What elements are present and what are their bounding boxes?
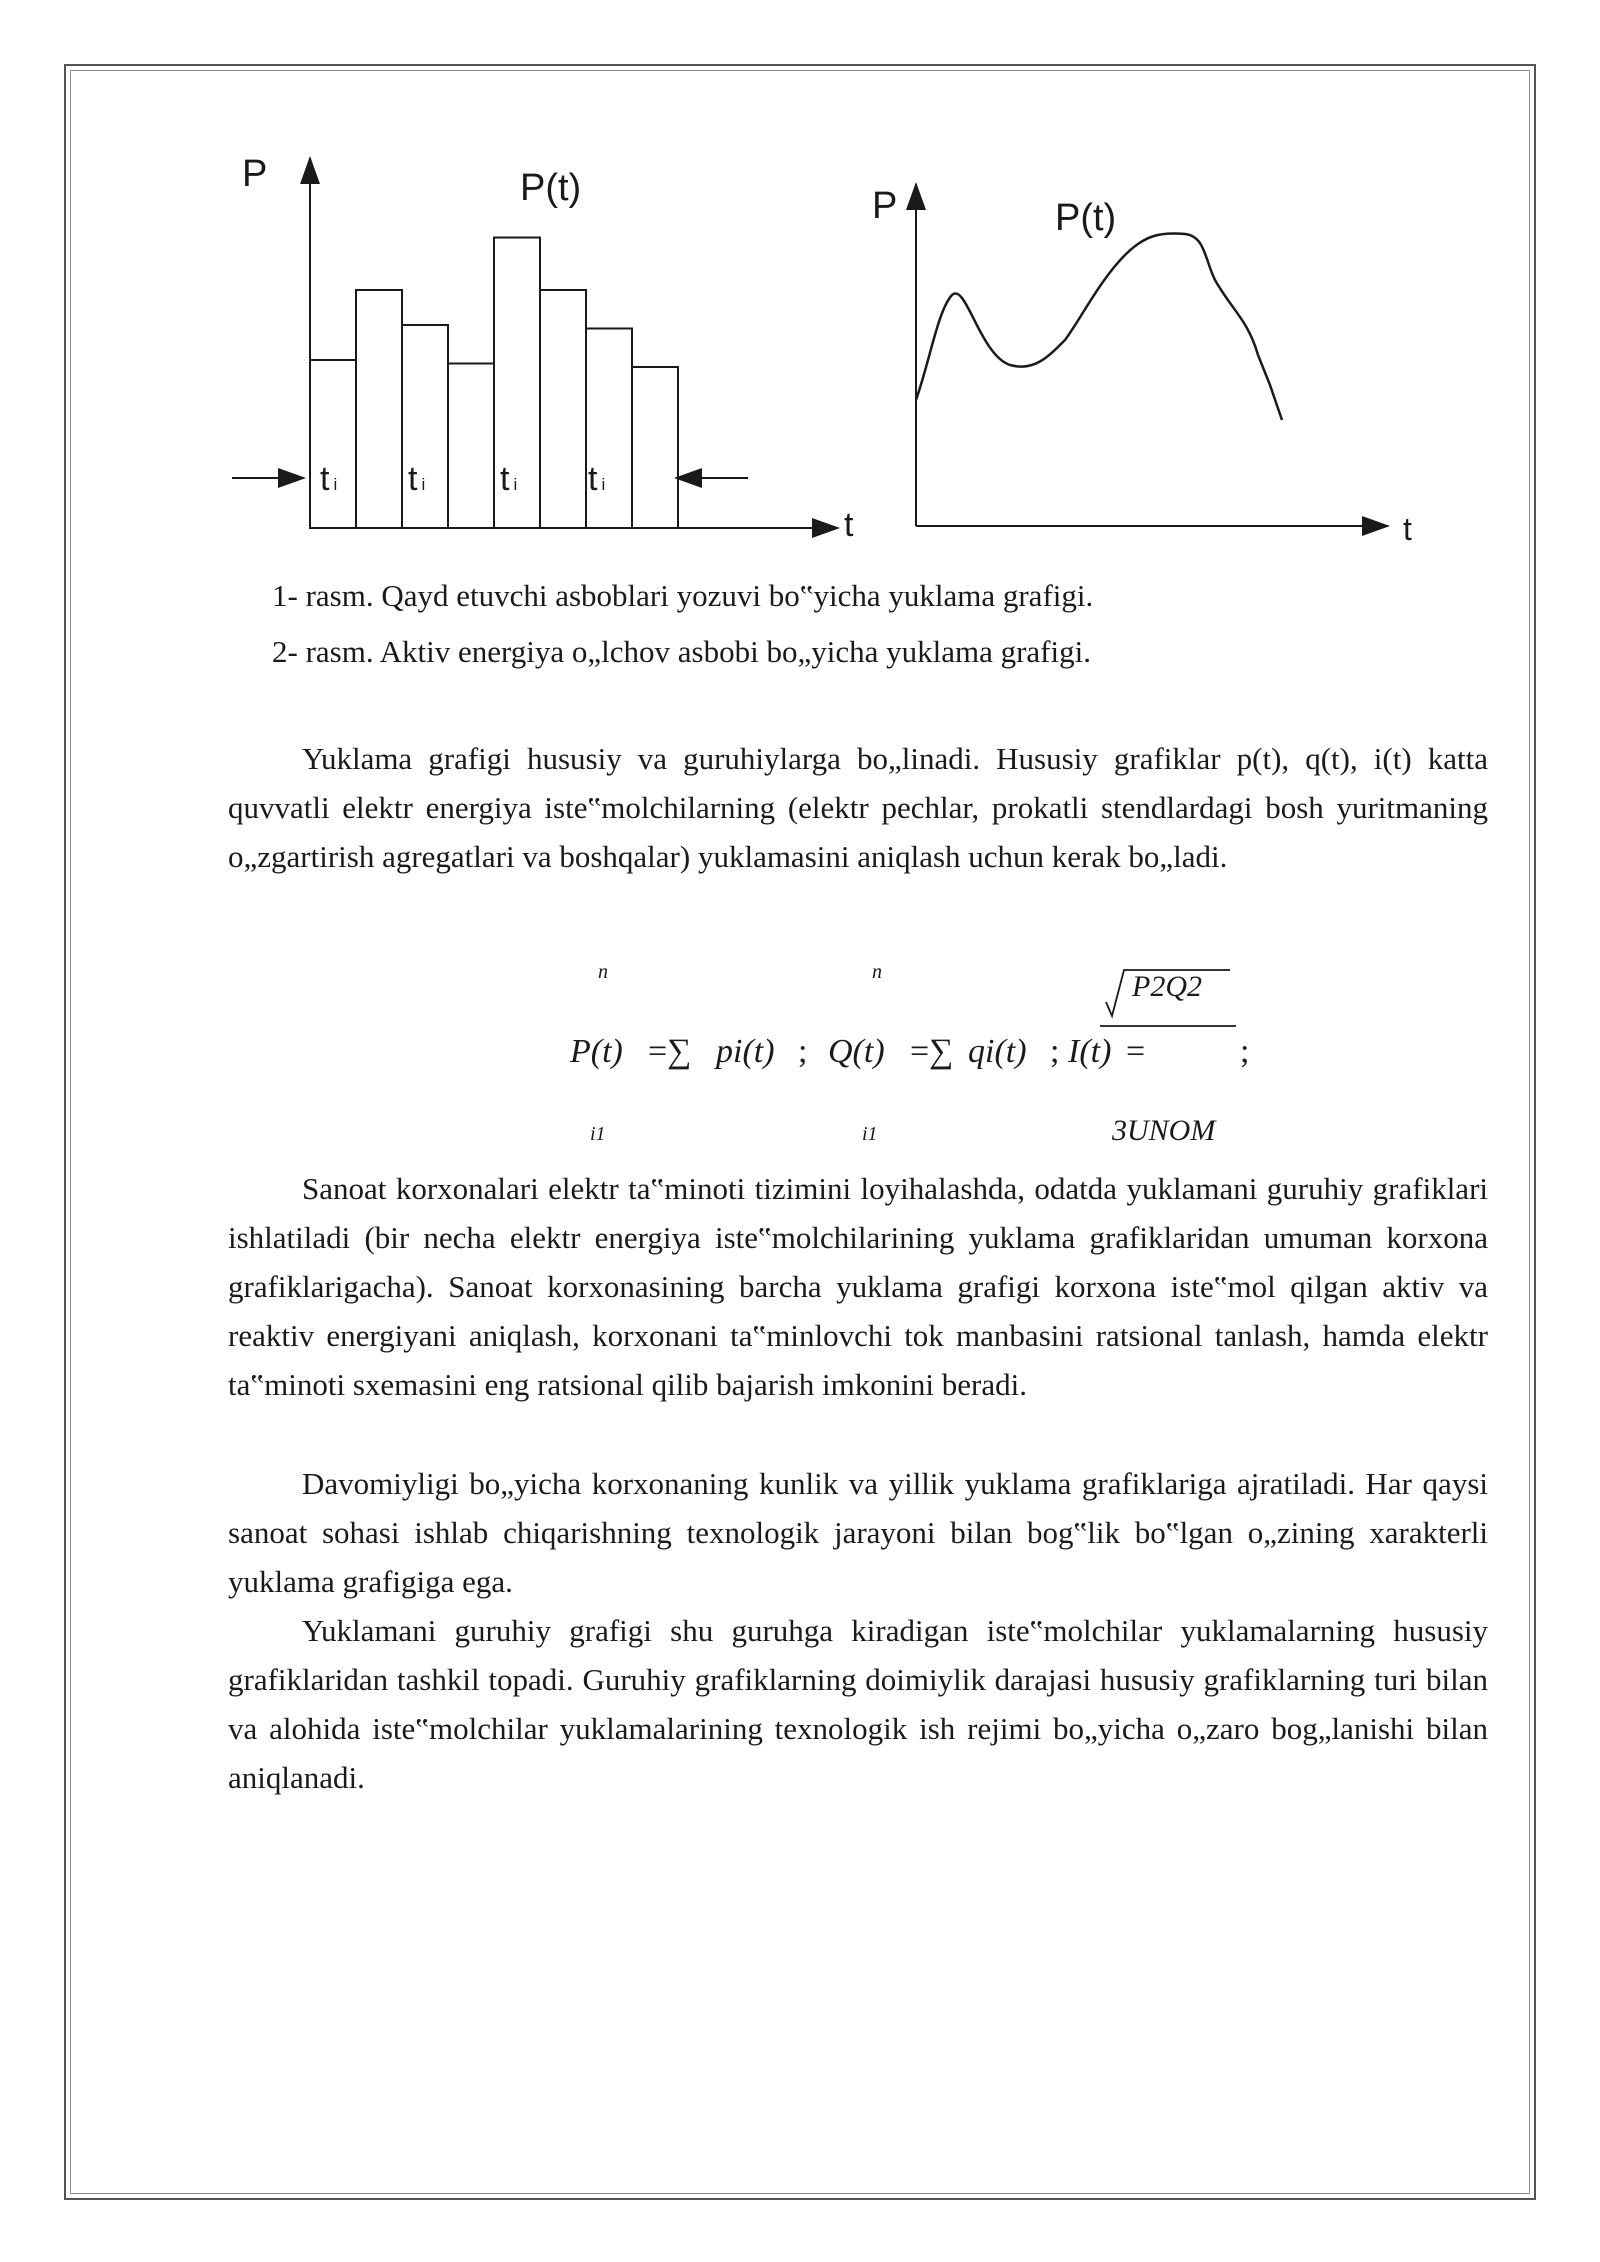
interval-label: ti [408,460,426,498]
equals-sign: = [1126,1033,1146,1070]
x-axis-label: t [1403,511,1412,547]
sum-lower-limit-q: i1 [862,1123,878,1145]
paragraph: Yuklamani guruhiy grafigi shu guruhga kiradigan iste‟molchilar yuklamalarning hususiy grafiklaridan tashkil topadi. Guruhiy grafiklarning doimiylik darajasi hususiy grafiklarning turi bilan va alohida iste‟molchilar yuklamalarining texnologik ish rejimi bo„yicha o„zaro bog„lanishi bilan aniqlanadi. [228,1613,1488,1795]
paragraph: Sanoat korxonalari elektr ta‟minoti tizimini loyihalashda, odatda yuklamani guruhiy grafiklari ishlatiladi (bir necha elektr energiya iste‟molchilarining yuklama grafiklaridan umuman korxona grafiklarigacha). Sanoat korxonasining barcha yuklama grafigi korxona iste‟mol qilgan aktiv va reaktiv energiyani aniqlash, korxonani ta‟minlovchi tok manbasini ratsional tanlash, hamda elektr ta‟minoti sxemasini eng ratsional qilib bajarish imkonini beradi. [228,1171,1488,1402]
sum-lower-limit-p: i1 [590,1123,606,1145]
figure-1-caption: 1- rasm. Qayd etuvchi asboblari yozuvi bo‟yicha yuklama grafigi. [272,578,1094,613]
figure-step-load-graph [220,140,880,560]
figure-continuous-load-graph [860,160,1440,560]
sum-upper-limit-q: n [872,961,882,983]
step-bar [632,367,678,528]
step-bar [356,290,402,528]
step-bar [540,290,586,528]
y-axis-label: P [872,185,898,227]
formula-p-lhs: P(t) [570,1033,623,1070]
sum-upper-limit-p: n [598,961,608,983]
formula-denominator: 3UNOM [1112,1114,1216,1147]
step-bar [310,360,356,528]
formula-q-term: qi(t) [968,1033,1027,1070]
curve-label: P(t) [520,167,582,209]
figure-2-caption: 2- rasm. Aktiv energiya o„lchov asbobi bo„yicha yuklama grafigi. [272,634,1091,669]
formula-i-lhs: I(t) [1068,1033,1112,1070]
load-formula [540,950,1300,1150]
interval-label: ti [500,460,518,498]
curve-label: P(t) [1055,197,1117,239]
separator: ; [1050,1033,1060,1070]
step-bar [586,329,632,529]
equals-sum-p: =∑ [648,1033,692,1070]
equals-sum-q: =∑ [910,1033,954,1070]
x-axis-label: t [844,506,854,544]
y-axis-label: P [242,153,268,195]
separator: ; [798,1033,808,1070]
paragraph: Yuklama grafigi hususiy va guruhiylarga bo„linadi. Hususiy grafiklar p(t), q(t), i(t) katta quvvatli elektr energiya iste‟molchilarning (elektr pechlar, prokatli stendlardagi bosh yuritmaning o„zgartirish agregatlari va boshqalar) yuklamasini aniqlash uchun kerak bo„ladi. [228,741,1488,874]
separator: ; [1240,1033,1250,1070]
step-bars [310,238,678,529]
interval-label: ti [588,460,606,498]
interval-label: ti [320,460,338,498]
formula-q-lhs: Q(t) [828,1033,885,1070]
formula-p-term: pi(t) [716,1033,775,1070]
paragraph: Davomiyligi bo„yicha korxonaning kunlik va yillik yuklama grafiklariga ajratiladi. Har qaysi sanoat sohasi ishlab chiqarishning texnologik jarayoni bilan bog‟lik bo‟lgan o„zining xarakterli yuklama grafigiga ega. [228,1466,1488,1599]
load-curve [916,233,1282,420]
interval-labels [320,460,605,498]
formula-radicand: P2Q2 [1132,970,1202,1003]
step-bar [448,364,494,529]
